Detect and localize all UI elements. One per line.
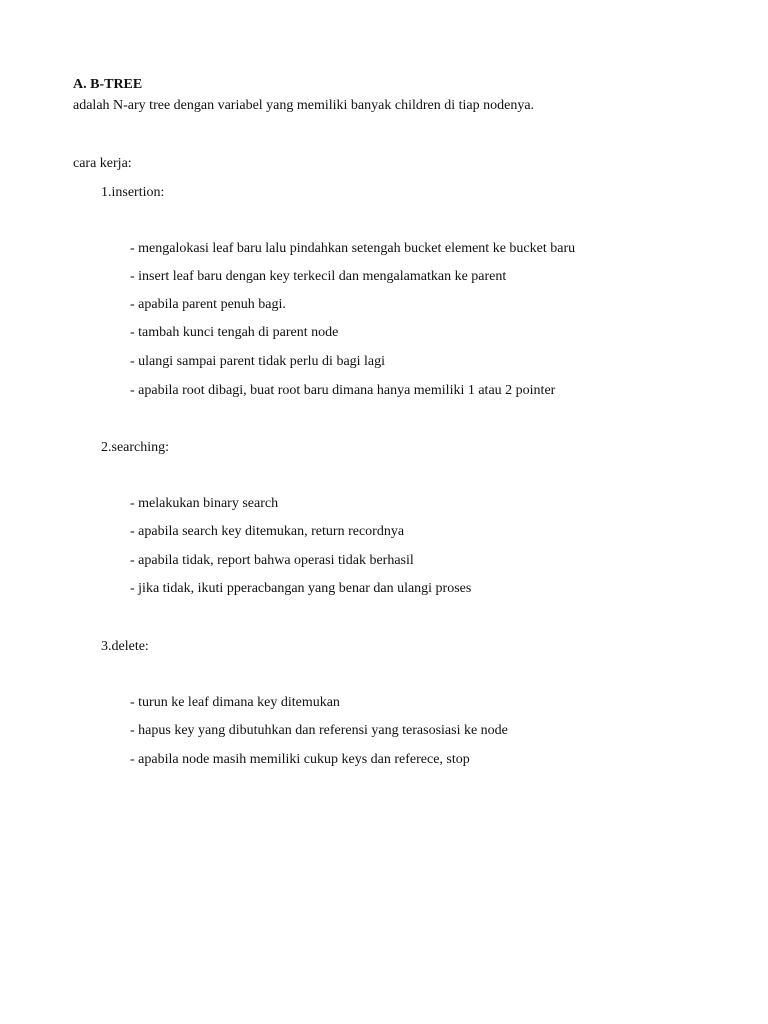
section-title-searching: 2.searching: (101, 440, 170, 455)
list-item: - apabila tidak, report bahwa operasi tidak berhasil (130, 553, 414, 568)
list-item: - melakukan binary search (130, 496, 279, 511)
list-item: - jika tidak, ikuti pperacbangan yang benar dan ulangi proses (130, 581, 472, 596)
list-item: - insert leaf baru dengan key terkecil dan mengalamatkan ke parent (130, 269, 507, 284)
list-item: - apabila root dibagi, buat root baru dimana hanya memiliki 1 atau 2 pointer (130, 383, 556, 398)
section-title-insertion: 1.insertion: (101, 185, 165, 200)
section-title-delete: 3.delete: (101, 639, 149, 654)
list-item: - mengalokasi leaf baru lalu pindahkan setengah bucket element ke bucket baru (130, 241, 576, 256)
list-item: - hapus key yang dibutuhkan dan referensi yang terasosiasi ke node (130, 723, 508, 738)
list-item: - apabila node masih memiliki cukup keys dan referece, stop (130, 752, 470, 767)
list-item: - apabila search key ditemukan, return recordnya (130, 524, 405, 539)
intro-text: cara kerja: (73, 156, 132, 171)
list-item: - ulangi sampai parent tidak perlu di bagi lagi (130, 354, 386, 369)
list-item: - apabila parent penuh bagi. (130, 297, 286, 312)
list-item: - tambah kunci tengah di parent node (130, 325, 339, 340)
list-item: - turun ke leaf dimana key ditemukan (130, 695, 340, 710)
document-heading: A. B-TREE (73, 77, 143, 92)
definition-text: adalah N-ary tree dengan variabel yang memiliki banyak children di tiap nodenya. (73, 98, 535, 113)
